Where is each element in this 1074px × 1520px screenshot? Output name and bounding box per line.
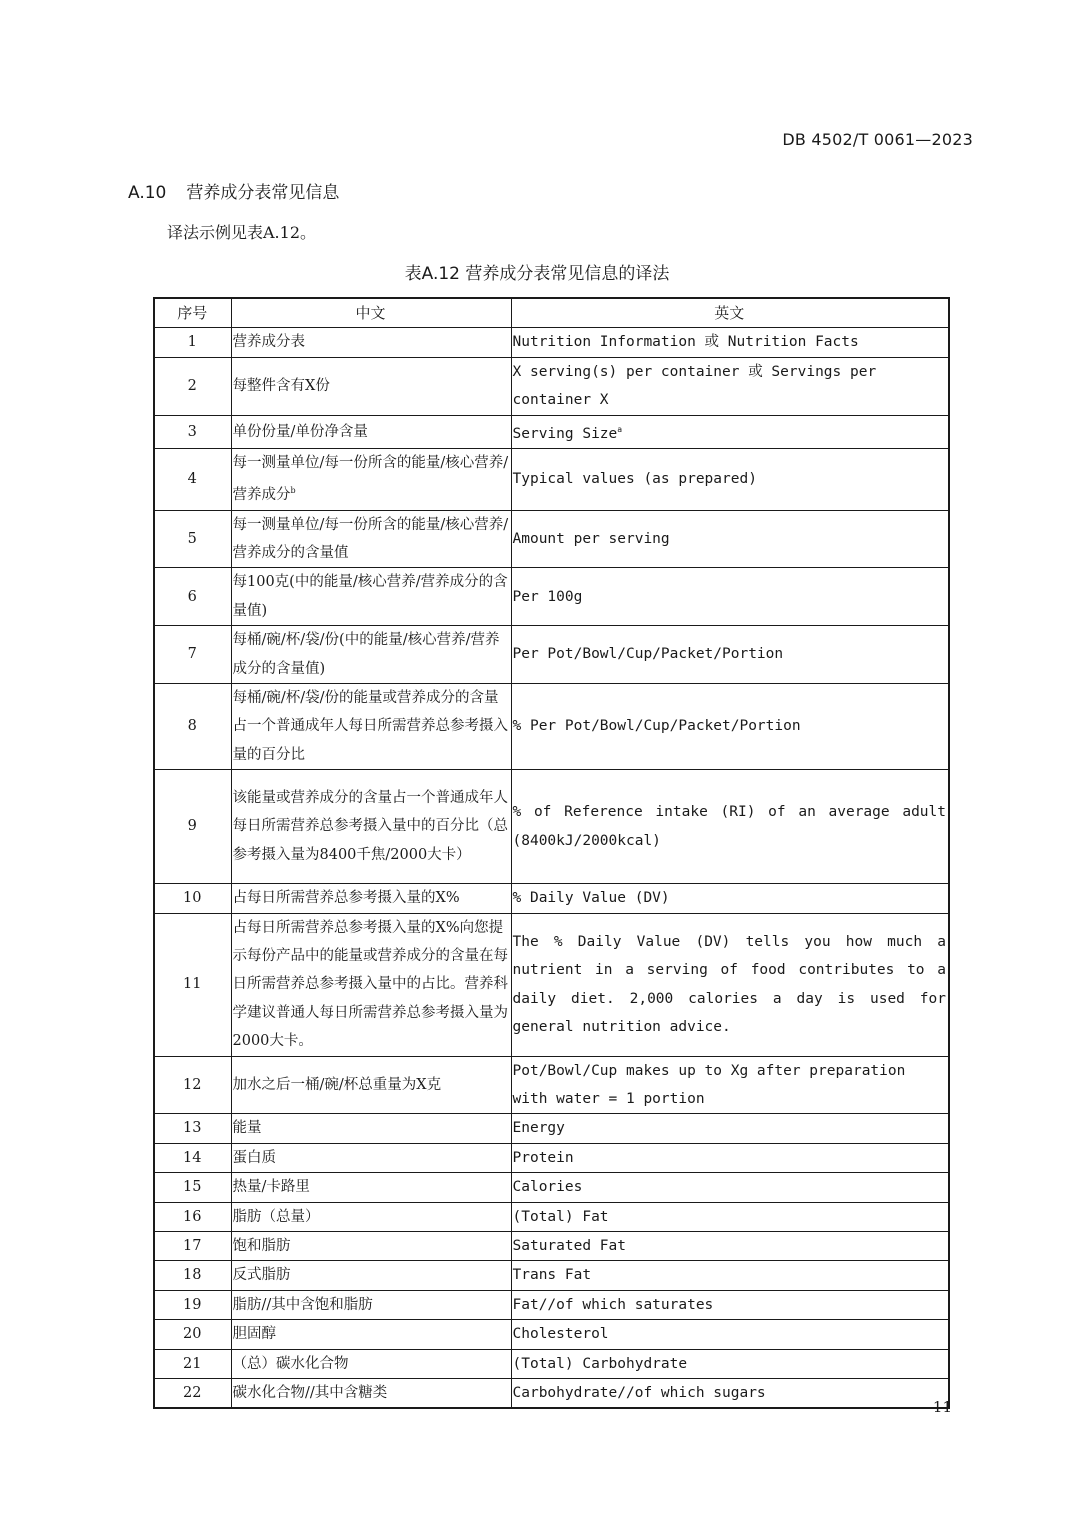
chinese-term	[231, 683, 511, 769]
table-row	[154, 357, 949, 415]
table-row	[154, 510, 949, 568]
english-translation-text: % Daily Value (DV)	[512, 890, 670, 907]
english-translation-text: Per 100g	[512, 588, 583, 605]
row-number: 2	[154, 357, 231, 415]
chinese-term-text: 胆固醇	[232, 1326, 276, 1343]
table-row	[154, 1202, 949, 1231]
table-row	[154, 568, 949, 626]
row-number: 9	[154, 770, 231, 884]
row-number: 16	[154, 1202, 231, 1231]
table-row	[154, 448, 949, 510]
row-number: 22	[154, 1379, 231, 1409]
chinese-term-text: 该能量或营养成分的含量占一个普通成年人每日所需营养总参考摄入量中的百分比（总参考摄入量为8400千焦/2000大卡）	[232, 790, 508, 863]
chinese-term-text: 每一测量单位/每一份所含的能量/核心营养/营养成分	[232, 454, 509, 504]
english-translation	[511, 357, 949, 415]
chinese-term-text: 每一测量单位/每一份所含的能量/核心营养/营养成分的含量值	[232, 516, 509, 561]
chinese-term	[231, 448, 511, 510]
table-row	[154, 1114, 949, 1143]
english-translation-text: Typical values (as prepared)	[512, 470, 757, 487]
chinese-term-text: 加水之后一桶/碗/杯总重量为X克	[232, 1076, 442, 1093]
english-translation-text: Fat//of which saturates	[512, 1296, 714, 1313]
chinese-term	[231, 1320, 511, 1349]
chinese-term-text: 每桶/碗/杯/袋/份的能量或营养成分的含量占一个普通成年人每日所需营养总参考摄入量的百分比	[232, 689, 508, 763]
english-translation	[511, 1143, 949, 1172]
table-row	[154, 1379, 949, 1409]
chinese-term	[231, 1056, 511, 1114]
table-row	[154, 1349, 949, 1378]
chinese-term	[231, 1173, 511, 1202]
table-row	[154, 415, 949, 448]
chinese-term	[231, 770, 511, 884]
english-translation-text: Amount per serving	[512, 530, 670, 547]
table-row	[154, 1320, 949, 1349]
chinese-term	[231, 1349, 511, 1378]
chinese-term	[231, 415, 511, 448]
english-translation	[511, 1114, 949, 1143]
row-number: 5	[154, 510, 231, 568]
column-header-number: 序号	[154, 298, 231, 328]
english-translation-text: (Total) Carbohydrate	[512, 1355, 688, 1372]
page-number: 11	[932, 1398, 952, 1416]
table-row	[154, 1261, 949, 1290]
english-translation-text: Cholesterol	[512, 1326, 609, 1343]
row-number: 10	[154, 884, 231, 913]
table-row	[154, 913, 949, 1056]
chinese-term-text: 饱和脂肪	[232, 1238, 291, 1255]
english-translation-text: Protein	[512, 1149, 574, 1166]
footnote-marker: b	[290, 486, 296, 496]
chinese-term	[231, 884, 511, 913]
row-number: 19	[154, 1290, 231, 1319]
english-translation	[511, 626, 949, 684]
chinese-term-text: 营养成分表	[232, 334, 305, 351]
chinese-term	[231, 1114, 511, 1143]
column-header-chinese: 中文	[231, 298, 511, 328]
chinese-term-text: 单份份量/单份净含量	[232, 423, 368, 440]
section-number: A.10	[128, 183, 167, 203]
table-row	[154, 1143, 949, 1172]
chinese-term-text: 蛋白质	[232, 1149, 276, 1166]
chinese-term	[231, 510, 511, 568]
english-translation	[511, 1261, 949, 1290]
chinese-term-text: 每桶/碗/杯/袋/份(中的能量/核心营养/营养成分的含量值)	[232, 632, 500, 677]
english-translation-text: Per Pot/Bowl/Cup/Packet/Portion	[512, 646, 784, 663]
english-translation	[511, 415, 949, 448]
section-title: 营养成分表常见信息	[186, 183, 340, 203]
nutrition-table	[153, 297, 950, 1409]
row-number: 4	[154, 448, 231, 510]
chinese-term	[231, 1290, 511, 1319]
english-translation	[511, 1202, 949, 1231]
row-number: 14	[154, 1143, 231, 1172]
table-row	[154, 1056, 949, 1114]
row-number: 12	[154, 1056, 231, 1114]
english-translation	[511, 568, 949, 626]
chinese-term	[231, 1261, 511, 1290]
table-row	[154, 884, 949, 913]
english-translation-text: Saturated Fat	[512, 1238, 626, 1255]
chinese-term-text: 热量/卡路里	[232, 1179, 310, 1196]
english-translation	[511, 448, 949, 510]
english-translation-text: Energy	[512, 1120, 565, 1137]
english-translation-text: % of Reference intake (RI) of an average adult (8400kJ/2000kcal)	[512, 804, 946, 849]
table-row	[154, 683, 949, 769]
chinese-term-text: 碳水化合物//其中含糖类	[232, 1385, 388, 1402]
row-number: 21	[154, 1349, 231, 1378]
english-translation-text: Calories	[512, 1179, 583, 1196]
row-number: 17	[154, 1232, 231, 1261]
section-heading	[128, 178, 339, 203]
row-number: 13	[154, 1114, 231, 1143]
english-translation	[511, 1349, 949, 1378]
row-number: 3	[154, 415, 231, 448]
intro-paragraph: 译法示例见表A.12。	[167, 223, 317, 242]
english-translation-text: Serving Size	[512, 425, 618, 442]
english-translation-text: Nutrition Information 或 Nutrition Facts	[512, 334, 859, 351]
english-translation	[511, 913, 949, 1056]
table-row	[154, 626, 949, 684]
english-translation-text: % Per Pot/Bowl/Cup/Packet/Portion	[512, 718, 801, 735]
chinese-term	[231, 1232, 511, 1261]
row-number: 6	[154, 568, 231, 626]
english-translation	[511, 1232, 949, 1261]
table-row	[154, 1290, 949, 1319]
chinese-term	[231, 626, 511, 684]
english-translation-text: (Total) Fat	[512, 1208, 609, 1225]
english-translation	[511, 1056, 949, 1114]
chinese-term-text: 能量	[232, 1120, 262, 1137]
english-translation	[511, 1320, 949, 1349]
chinese-term	[231, 568, 511, 626]
chinese-term-text: 占每日所需营养总参考摄入量的X%向您提示每份产品中的能量或营养成分的含量在每日所需营养总参考摄入量中的占比。营养科学建议普通人每日所需营养总参考摄入量为2000大卡。	[232, 919, 508, 1050]
english-translation-text: X serving(s) per container 或 Servings per container X	[512, 363, 877, 409]
english-translation	[511, 770, 949, 884]
table-row	[154, 328, 949, 357]
chinese-term	[231, 1143, 511, 1172]
chinese-term-text: （总）碳水化合物	[232, 1355, 349, 1372]
chinese-term	[231, 357, 511, 415]
english-translation	[511, 328, 949, 357]
footnote-marker: a	[617, 424, 623, 434]
english-translation	[511, 884, 949, 913]
chinese-term-text: 每整件含有X份	[232, 378, 330, 395]
english-translation	[511, 683, 949, 769]
row-number: 20	[154, 1320, 231, 1349]
table-row	[154, 1232, 949, 1261]
table-header-row	[154, 298, 949, 328]
row-number: 15	[154, 1173, 231, 1202]
chinese-term-text: 反式脂肪	[232, 1267, 291, 1284]
chinese-term	[231, 1202, 511, 1231]
document-code: DB 4502/T 0061—2023	[782, 130, 973, 149]
row-number: 1	[154, 328, 231, 357]
chinese-term-text: 每100克(中的能量/核心营养/营养成分的含量值)	[232, 574, 508, 619]
column-header-english: 英文	[511, 298, 949, 328]
table-row	[154, 1173, 949, 1202]
row-number: 11	[154, 913, 231, 1056]
chinese-term-text: 占每日所需营养总参考摄入量的X%	[232, 890, 460, 907]
table-title: 表A.12 营养成分表常见信息的译法	[404, 264, 670, 284]
english-translation	[511, 1173, 949, 1202]
english-translation	[511, 1290, 949, 1319]
chinese-term	[231, 328, 511, 357]
chinese-term	[231, 913, 511, 1056]
english-translation-text: Carbohydrate//of which sugars	[512, 1385, 766, 1402]
table-row	[154, 770, 949, 884]
table-body	[154, 328, 949, 1409]
chinese-term	[231, 1379, 511, 1409]
chinese-term-text: 脂肪（总量）	[232, 1208, 320, 1225]
english-translation-text: The % Daily Value (DV) tells you how much a nutrient in a serving of food contributes to a daily diet. 2,000 calories a day is used for general nutrition advice.	[512, 933, 946, 1035]
row-number: 8	[154, 683, 231, 769]
english-translation	[511, 510, 949, 568]
row-number: 7	[154, 626, 231, 684]
english-translation	[511, 1379, 949, 1409]
english-translation-text: Trans Fat	[512, 1267, 592, 1284]
english-translation-text: Pot/Bowl/Cup makes up to Xg after preparation with water = 1 portion	[512, 1062, 906, 1107]
chinese-term-text: 脂肪//其中含饱和脂肪	[232, 1296, 373, 1313]
row-number: 18	[154, 1261, 231, 1290]
